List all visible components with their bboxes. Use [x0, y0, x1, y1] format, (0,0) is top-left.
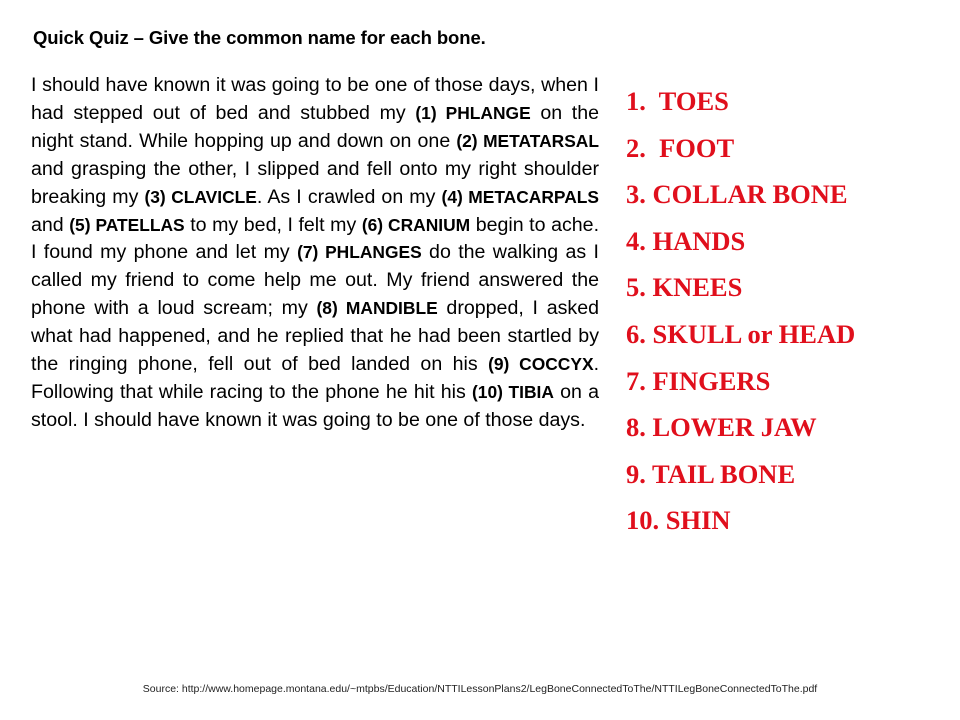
- story-text: begin to ache. I found my phone and let my: [31, 213, 600, 264]
- story-paragraph: [31, 72, 599, 435]
- bone-term: (9) COCCYX: [488, 354, 594, 375]
- story-text: to my bed, I felt my: [184, 213, 362, 236]
- story-text: on the night stand. While hopping up and down on one: [31, 101, 599, 152]
- answer-list: [626, 84, 855, 550]
- bone-term: (10) TIBIA: [471, 381, 554, 402]
- bone-term: (2) METATARSAL: [456, 130, 599, 151]
- story-text: dropped, I asked what had happened, and he replied that he had been startled by the ringing phone, fell out of bed landed on his: [31, 297, 599, 376]
- bone-term: (8) MANDIBLE: [316, 298, 438, 319]
- answer-item: 10. SHIN: [626, 505, 731, 536]
- story-text: . Following that while racing to the phone he hit his: [31, 353, 600, 403]
- bone-term: (1) PHLANGE: [415, 102, 531, 123]
- answer-item: 9. TAIL BONE: [626, 458, 796, 489]
- answer-item: 4. HANDS: [626, 225, 746, 256]
- quiz-title: Quick Quiz – Give the common name for each bone.: [33, 27, 486, 48]
- story-text: . As I crawled on my: [256, 185, 442, 208]
- answer-item: 3. COLLAR BONE: [626, 179, 848, 210]
- bone-term: (3) CLAVICLE: [144, 186, 257, 207]
- answer-item: 6. SKULL or HEAD: [626, 318, 856, 349]
- story-text: I should have known it was going to be one of those days, when I had stepped out of bed and stubbed my: [31, 74, 599, 124]
- bone-term: (6) CRANIUM: [361, 214, 471, 235]
- answer-item: 2. FOOT: [626, 132, 735, 163]
- answer-item: 7. FINGERS: [626, 365, 771, 396]
- answer-item: 8. LOWER JAW: [626, 412, 817, 443]
- bone-term: (5) PATELLAS: [69, 214, 185, 235]
- story-text: on a stool. I should have known it was going to be one of those days.: [31, 380, 599, 431]
- bone-term: (4) METACARPALS: [441, 186, 600, 207]
- answer-item: 5. KNEES: [626, 272, 743, 303]
- story-text: and: [31, 213, 70, 236]
- answer-item: 1. TOES: [626, 86, 729, 116]
- story-text: and grasping the other, I slipped and fell onto my right shoulder breaking my: [31, 157, 599, 208]
- story-text: do the walking as I called my friend to come help me out. My friend answered the phone with a loud scream; my: [31, 241, 599, 320]
- source-citation: Source: http://www.homepage.montana.edu/~mtpbs/Education/NTTILessonPlans2/LegBoneConnectedToThe/NTTILegBoneConnectedToThe.pdf: [142, 683, 818, 695]
- bone-term: (7) PHLANGES: [297, 242, 422, 263]
